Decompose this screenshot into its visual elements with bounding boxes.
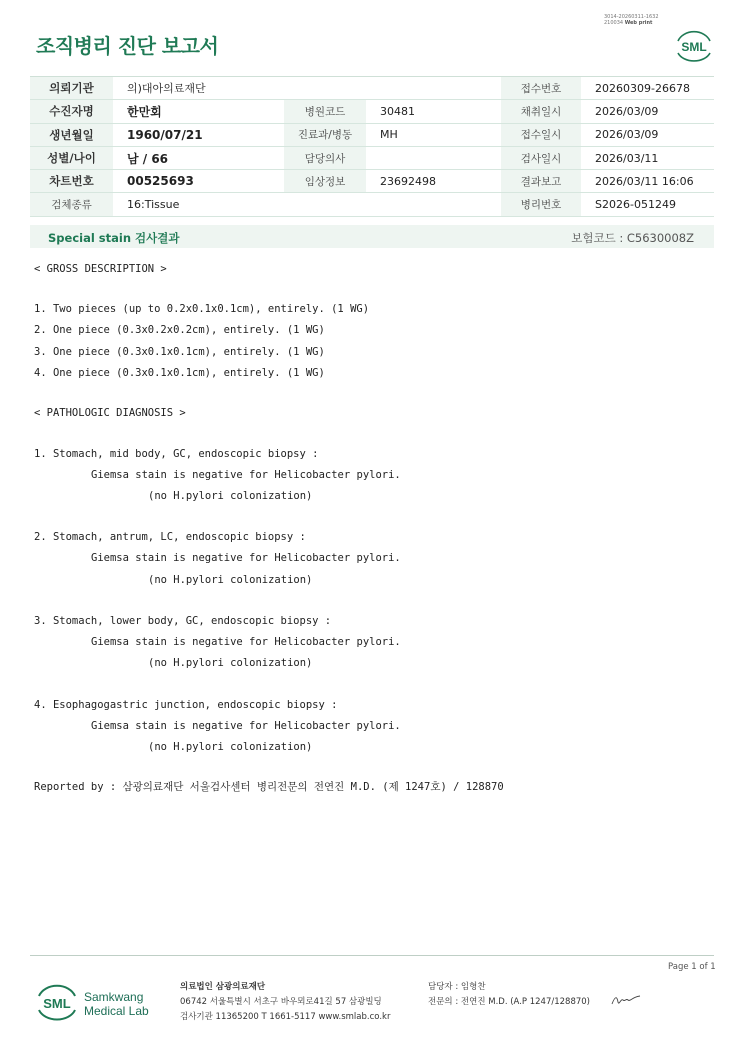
label-specimen-type: 검체종류 xyxy=(30,193,113,216)
sml-logo-bottom xyxy=(36,980,156,1028)
sml-logo-mark xyxy=(36,980,78,1026)
info-row xyxy=(30,77,714,100)
patient-info-table xyxy=(30,76,714,217)
organization-info xyxy=(180,980,390,1025)
print-meta-code: 210034 xyxy=(604,20,624,26)
page-number: Page 1 of 1 xyxy=(668,962,716,972)
diagnosis-note: (no H.pylori colonization) xyxy=(148,574,313,586)
value-receipt-date: 2026/03/09 xyxy=(581,123,714,146)
diagnosis-site: 2. Stomach, antrum, LC, endoscopic biopsy : xyxy=(34,531,306,543)
gross-line: 2. One piece (0.3x0.2x0.2cm), entirely. (1 WG) xyxy=(34,324,325,336)
value-patient-name: 한만회 xyxy=(113,100,284,123)
diagnosis-result: Giemsa stain is negative for Helicobacter pylori. xyxy=(91,469,401,481)
value-chart-number: 00525693 xyxy=(113,170,284,193)
reported-by: Reported by : 삼광의료재단 서울검사센터 병리전문의 전연진 M.D. (제 1247호) / 128870 xyxy=(34,781,504,793)
diagnosis-note: (no H.pylori colonization) xyxy=(148,490,313,502)
diagnosis-result: Giemsa stain is negative for Helicobacter pylori. xyxy=(91,636,401,648)
value-doctor xyxy=(366,146,501,169)
info-row xyxy=(30,100,714,123)
value-sex-age: 남 / 66 xyxy=(113,146,284,169)
print-meta-line1: 3014-20260311-1632 xyxy=(604,14,659,20)
label-department: 진료과/병동 xyxy=(284,123,366,146)
signature xyxy=(610,992,642,1008)
diagnosis-site: 3. Stomach, lower body, GC, endoscopic biopsy : xyxy=(34,615,332,627)
label-chart-number: 차트번호 xyxy=(30,170,113,193)
label-requesting-institution: 의뢰기관 xyxy=(30,77,113,100)
info-row xyxy=(30,193,714,216)
logo-top-text: SML xyxy=(681,40,707,54)
sml-logo-top xyxy=(674,28,714,64)
label-result-report: 결과보고 xyxy=(501,170,581,193)
value-clinical-info: 23692498 xyxy=(366,170,501,193)
label-patient-name: 수진자명 xyxy=(30,100,113,123)
logo-mark-text: SML xyxy=(43,996,71,1011)
section-header xyxy=(30,225,714,248)
specialist: 전문의 : 전연진 M.D. (A.P 1247/128870) xyxy=(428,997,590,1007)
print-meta xyxy=(604,14,659,26)
diagnosis-header: < PATHOLOGIC DIAGNOSIS > xyxy=(34,407,186,419)
section-title: Special stain 검사결과 xyxy=(48,231,180,245)
diagnosis-result: Giemsa stain is negative for Helicobacter pylori. xyxy=(91,552,401,564)
organization-address: 06742 서울특별시 서초구 바우뫼로41길 57 삼광빌딩 xyxy=(180,997,382,1007)
gross-line: 1. Two pieces (up to 0.2x0.1x0.1cm), entirely. (1 WG) xyxy=(34,303,370,315)
print-meta-label: Web print xyxy=(624,20,653,26)
label-clinical-info: 임상정보 xyxy=(284,170,366,193)
value-collection-date: 2026/03/09 xyxy=(581,100,714,123)
responsible-persons xyxy=(428,980,590,1010)
value-test-date: 2026/03/11 xyxy=(581,146,714,169)
diagnosis-result: Giemsa stain is negative for Helicobacter pylori. xyxy=(91,720,401,732)
value-birth-date: 1960/07/21 xyxy=(113,123,284,146)
diagnosis-note: (no H.pylori colonization) xyxy=(148,741,313,753)
info-row xyxy=(30,123,714,146)
organization-contact: 검사기관 11365200 T 1661-5117 www.smlab.co.kr xyxy=(180,1012,391,1022)
label-test-date: 검사일시 xyxy=(501,146,581,169)
value-receipt-number: 20260309-26678 xyxy=(581,77,714,100)
logo-name-line1: Samkwang xyxy=(84,990,144,1004)
label-hospital-code: 병원코드 xyxy=(284,100,366,123)
value-pathology-number: S2026-051249 xyxy=(581,193,714,216)
label-receipt-date: 접수일시 xyxy=(501,123,581,146)
footer-divider xyxy=(30,955,714,956)
diagnosis-note: (no H.pylori colonization) xyxy=(148,657,313,669)
value-result-report: 2026/03/11 16:06 xyxy=(581,170,714,193)
label-receipt-number: 접수번호 xyxy=(501,77,581,100)
value-specimen-type: 16:Tissue xyxy=(113,193,501,216)
gross-header: < GROSS DESCRIPTION > xyxy=(34,263,167,275)
gross-line: 4. One piece (0.3x0.1x0.1cm), entirely. (1 WG) xyxy=(34,367,325,379)
diagnosis-site: 4. Esophagogastric junction, endoscopic biopsy : xyxy=(34,699,338,711)
value-hospital-code: 30481 xyxy=(366,100,501,123)
label-sex-age: 성별/나이 xyxy=(30,146,113,169)
manager: 담당자 : 임형찬 xyxy=(428,982,486,992)
diagnosis-site: 1. Stomach, mid body, GC, endoscopic biopsy : xyxy=(34,448,319,460)
value-requesting-institution: 의)대아의료재단 xyxy=(113,77,501,100)
info-row xyxy=(30,146,714,169)
insurance-code: 보험코드 : C5630008Z xyxy=(571,231,694,245)
page-title: 조직병리 진단 보고서 xyxy=(36,34,219,58)
organization-name: 의료법인 삼광의료재단 xyxy=(180,982,266,992)
value-department: MH xyxy=(366,123,501,146)
logo-name-line2: Medical Lab xyxy=(84,1004,149,1018)
label-pathology-number: 병리번호 xyxy=(501,193,581,216)
label-doctor: 담당의사 xyxy=(284,146,366,169)
label-birth-date: 생년월일 xyxy=(30,123,113,146)
info-row xyxy=(30,170,714,193)
gross-line: 3. One piece (0.3x0.1x0.1cm), entirely. (1 WG) xyxy=(34,346,325,358)
label-collection-date: 채취일시 xyxy=(501,100,581,123)
